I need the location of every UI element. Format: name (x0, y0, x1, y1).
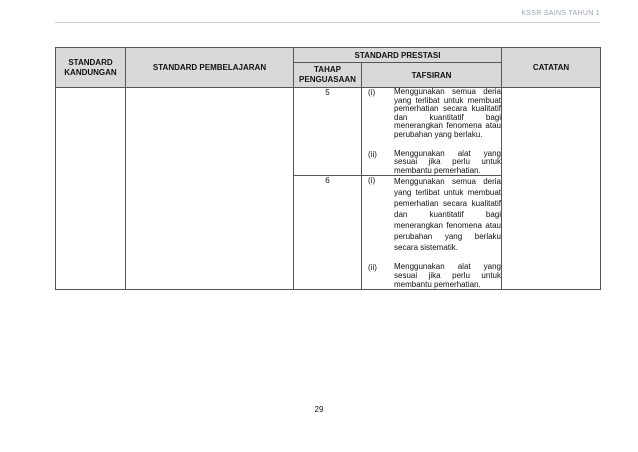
item-number: (ii) (368, 149, 377, 159)
header-standard-pembelajaran: STANDARD PEMBELAJARAN (126, 48, 294, 88)
header-standard-prestasi: STANDARD PRESTASI (294, 48, 502, 63)
item-number: (i) (368, 88, 376, 97)
item-number: (ii) (368, 263, 377, 273)
cell-catatan (502, 88, 601, 290)
item-text: Menggunakan semua deria yang terlibat untuk membuat pemerhatian secara kualitatif dan kuantitatif bagi menerangkan fenomena atau perubahan yang berlaku secara sistematik. (394, 177, 501, 253)
standards-table (55, 47, 601, 290)
header-divider (55, 22, 600, 23)
tafsiran-cell (362, 88, 502, 176)
table-row (56, 88, 601, 176)
cell-standard-kandungan (56, 88, 126, 290)
item-text: Menggunakan semua deria yang terlibat untuk membuat pemerhatian secara kualitatif dan kuantitatif bagi menerangkan fenomena atau perubahan yang berlaku. (394, 87, 501, 139)
running-header: KSSR SAINS TAHUN 1 (521, 10, 600, 17)
list-item (362, 263, 501, 289)
item-text: Menggunakan alat yang sesuai jika perlu untuk membantu pemerhatian. (394, 262, 501, 289)
level-cell: 6 (294, 176, 362, 290)
header-standard-kandungan: STANDARD KANDUNGAN (56, 48, 126, 88)
item-text: Menggunakan alat yang sesuai jika perlu untuk membantu pemerhatian. (394, 148, 501, 175)
list-item (362, 88, 501, 140)
page-number: 29 (314, 405, 324, 414)
header-tafsiran: TAFSIRAN (362, 63, 502, 88)
header-catatan: CATATAN (502, 48, 601, 88)
list-item (362, 150, 501, 176)
list-item (362, 176, 501, 253)
cell-standard-pembelajaran (126, 88, 294, 290)
level-cell: 5 (294, 88, 362, 176)
tafsiran-cell (362, 176, 502, 290)
item-number: (i) (368, 176, 376, 186)
header-tahap-penguasaan: TAHAP PENGUASAAN (294, 63, 362, 88)
